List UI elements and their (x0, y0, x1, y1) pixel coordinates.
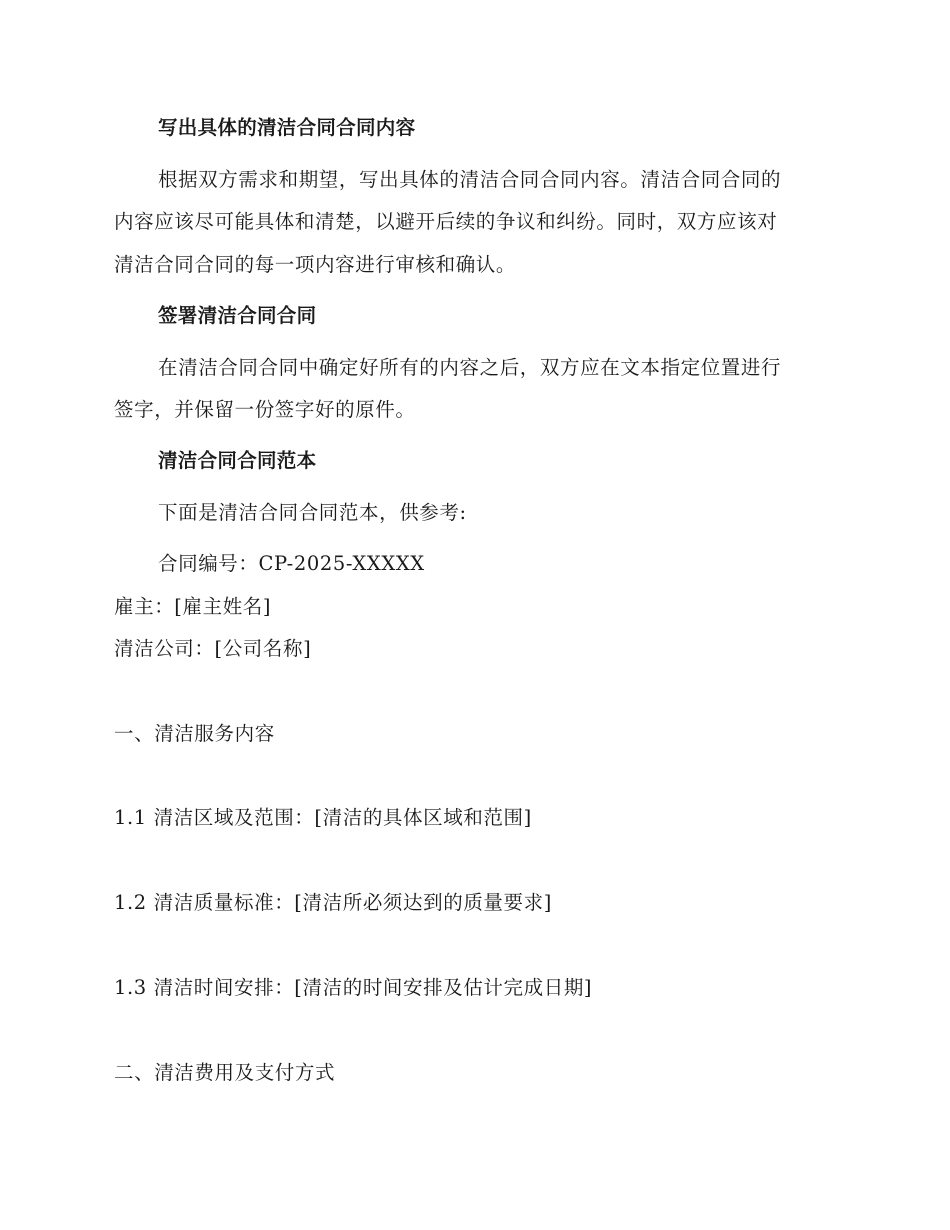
contract-number: 合同编号：CP-2025-XXXXX (158, 552, 425, 575)
paragraph-line: 清洁合同合同的每一项内容进行审核和确认。 (114, 253, 517, 276)
employer-line: 雇主：[雇主姓名] (114, 595, 272, 618)
list-item: 1.2 清洁质量标准：[清洁所必须达到的质量要求] (114, 891, 552, 914)
list-item: 1.1 清洁区域及范围：[清洁的具体区域和范围] (114, 806, 532, 829)
paragraph-line: 签字，并保留一份签字好的原件。 (114, 398, 416, 421)
part-one-title: 一、清洁服务内容 (114, 722, 275, 745)
sample-intro: 下面是清洁合同合同范本，供参考: (158, 501, 467, 524)
paragraph-line: 在清洁合同合同中确定好所有的内容之后，双方应在文本指定位置进行 (158, 356, 782, 379)
list-item: 1.3 清洁时间安排：[清洁的时间安排及估计完成日期] (114, 976, 593, 999)
heading-write-contract: 写出具体的清洁合同合同内容 (158, 116, 416, 139)
company-line: 清洁公司：[公司名称] (114, 637, 312, 660)
part-two-title: 二、清洁费用及支付方式 (114, 1061, 336, 1084)
heading-contract-sample: 清洁合同合同范本 (158, 449, 317, 472)
heading-sign-contract: 签署清洁合同合同 (158, 304, 317, 327)
paragraph-line: 内容应该尽可能具体和清楚，以避开后续的争议和纠纷。同时，双方应该对 (114, 210, 778, 233)
paragraph-line: 根据双方需求和期望，写出具体的清洁合同合同内容。清洁合同合同的 (158, 168, 782, 191)
